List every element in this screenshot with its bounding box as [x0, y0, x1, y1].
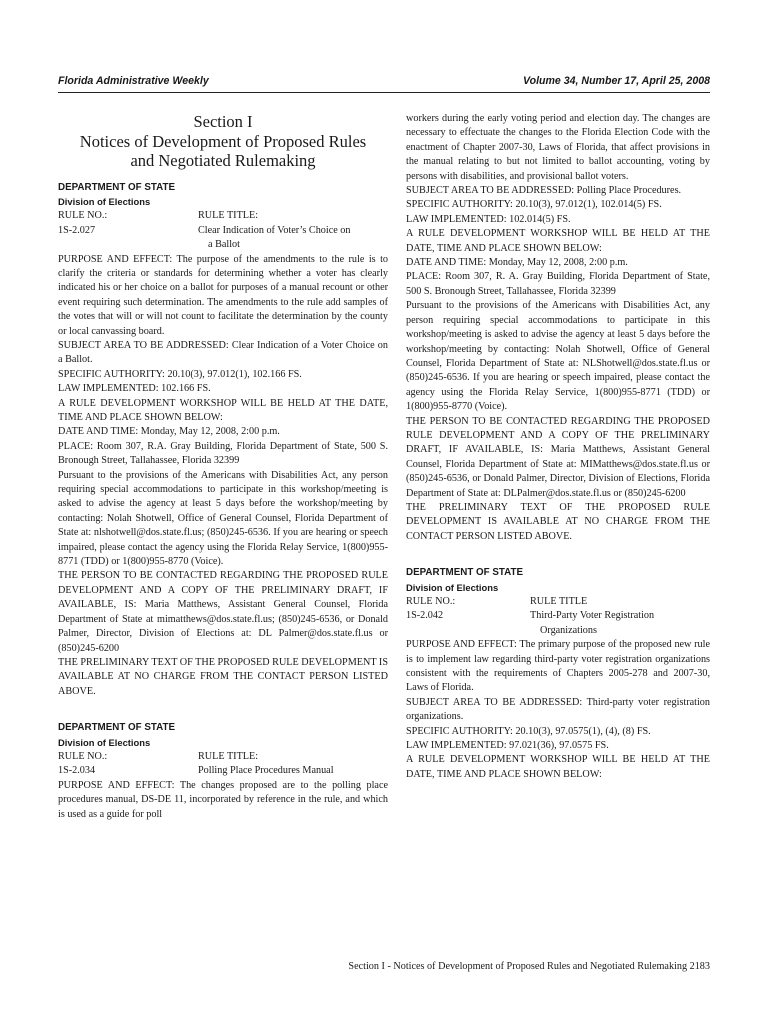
- rule-title-label: RULE TITLE:: [198, 210, 259, 222]
- running-header: [58, 72, 710, 93]
- paragraph: Pursuant to the provisions of the Americans with Disabilities Act, any person requiring special accommodations to participate in this workshop/meeting is asked to advise the agency at least 5 days before the workshop/meeting by contacting: Nolah Shotwell, Office of General Counsel, Florida Department of State at: nlshotwell@dos.state.fl.us; (850)245-6536. If you are hearing or speech impaired, please contact the agency using the Florida Relay Service, 1(800)955-8771 (TDD) or 1(800)955-8770 (Voice).: [58, 469, 388, 568]
- section-heading-line-1: Section I: [193, 112, 253, 131]
- rule-no: 1S-2.042: [406, 610, 444, 622]
- left-column: [58, 112, 388, 822]
- department-heading: DEPARTMENT OF STATE: [406, 567, 524, 579]
- section-heading-line-2: Notices of Development of Proposed Rules: [79, 131, 367, 151]
- paragraph: THE PERSON TO BE CONTACTED REGARDING THE PROPOSED RULE DEVELOPMENT AND A COPY OF THE PRELIMINARY DRAFT, IF AVAILABLE, IS: Maria Matthews, Assistant General Counsel, Florida Department of State at mimatthews@dos.state.fl.us; (850)245-6536, or Donald Palmer, Director, Division of Elections at: DL Palmer@dos.state.fl.us or (850)245-6200: [58, 570, 388, 654]
- paragraph: A RULE DEVELOPMENT WORKSHOP WILL BE HELD AT THE DATE, TIME AND PLACE SHOWN BELOW:: [58, 397, 388, 423]
- rule-title: Clear Indication of Voter’s Choice on: [198, 224, 351, 236]
- rule-title: Polling Place Procedures Manual: [198, 765, 334, 777]
- rule-no: 1S-2.034: [58, 765, 96, 777]
- notice-1S-2-027: [58, 181, 388, 700]
- paragraph: SPECIFIC AUTHORITY: 20.10(3), 97.012(1), 102.166 FS.: [58, 368, 302, 380]
- paragraph: LAW IMPLEMENTED: 102.166 FS.: [58, 383, 211, 395]
- paragraph: SPECIFIC AUTHORITY: 20.10(3), 97.012(1), 102.014(5) FS.: [406, 199, 662, 211]
- paragraph: workers during the early voting period and election day. The changes are necessary to effectuate the changes to the Florida Election Code with the enactment of Chapter 2007-30, Laws of Florida, that affect provisions in the manual relating to but not limited to ballot accounting, voting by persons with disabilities, and provisional ballot voters.: [406, 113, 710, 182]
- paragraph: Pursuant to the provisions of the Americans with Disabilities Act, any person requiring special accommodations to participate in this workshop/meeting is asked to advise the agency at least 5 days before the workshop/meeting by contacting: Nolah Shotwell, Office of General Counsel, Florida Department of State at: NLShotwell@dos.state.fl.us or (850)245-6536. If you are hearing or speech impaired, please contact the agency using the Florida Relay Service, 1(800)955-8771 (TDD) or 1(800)955-8770 (Voice).: [406, 300, 710, 413]
- notice-1S-2-034: [58, 721, 388, 822]
- page-footer: Section I - Notices of Development of Proposed Rules and Negotiated Rulemaking 2183: [348, 961, 710, 972]
- rule-no-label: RULE NO.:: [58, 750, 108, 762]
- rule-title-label: RULE TITLE: [530, 596, 588, 607]
- paragraph: PLACE: Room 307, R.A. Gray Building, Florida Department of State, 500 S. Bronough Street, Tallahassee, Florida 32399: [58, 440, 388, 467]
- paragraph: A RULE DEVELOPMENT WORKSHOP WILL BE HELD AT THE DATE, TIME AND PLACE SHOWN BELOW:: [406, 754, 710, 780]
- paragraph: A RULE DEVELOPMENT WORKSHOP WILL BE HELD AT THE DATE, TIME AND PLACE SHOWN BELOW:: [406, 228, 710, 254]
- division-heading: Division of Elections: [58, 195, 151, 207]
- paragraph: THE PERSON TO BE CONTACTED REGARDING THE PROPOSED RULE DEVELOPMENT AND A COPY OF THE PRELIMINARY DRAFT, IF AVAILABLE, IS: Maria Matthews, Assistant General Counsel, Florida Department of State at: MIMatthews@dos.state.fl.us or (850)245-6536, or Donald Palmer, Director, Division of Elections, Florida Department of State at: DLPalmer@dos.state.fl.us or (850)245-6200: [406, 415, 710, 499]
- right-column: [406, 112, 710, 782]
- paragraph: THE PRELIMINARY TEXT OF THE PROPOSED RULE DEVELOPMENT IS AVAILABLE AT NO CHARGE FROM THE CONTACT PERSON LISTED ABOVE.: [58, 656, 388, 697]
- paragraph: SPECIFIC AUTHORITY: 20.10(3), 97.0575(1), (4), (8) FS.: [406, 725, 651, 737]
- division-heading: Division of Elections: [406, 581, 499, 593]
- rule-no: 1S-2.027: [58, 224, 96, 236]
- division-heading: Division of Elections: [58, 736, 151, 748]
- publication-name: Florida Administrative Weekly: [58, 75, 209, 87]
- department-heading: DEPARTMENT OF STATE: [58, 181, 176, 193]
- notice-1S-2-042: [406, 566, 710, 782]
- paragraph: SUBJECT AREA TO BE ADDRESSED: Polling Place Procedures.: [406, 185, 682, 197]
- document-page: [58, 72, 710, 972]
- paragraph: THE PRELIMINARY TEXT OF THE PROPOSED RULE DEVELOPMENT IS AVAILABLE AT NO CHARGE FROM THE CONTACT PERSON LISTED ABOVE.: [406, 501, 710, 542]
- section-heading: [58, 112, 388, 171]
- rule-title-continued: a Ballot: [208, 239, 240, 251]
- rule-title-continued: Organizations: [540, 624, 597, 636]
- rule-table: [58, 209, 388, 252]
- rule-table: [58, 750, 388, 779]
- paragraph: LAW IMPLEMENTED: 102.014(5) FS.: [406, 213, 571, 225]
- paragraph: LAW IMPLEMENTED: 97.021(36), 97.0575 FS.: [406, 740, 609, 752]
- rule-table: [406, 595, 710, 638]
- department-heading: DEPARTMENT OF STATE: [58, 722, 176, 734]
- rule-no-label: RULE NO.:: [406, 596, 456, 607]
- paragraph: PURPOSE AND EFFECT: The primary purpose of the proposed new rule is to implement law regarding third-party voter registration organizations consistent with the requirements of Chapters 2005-278 and 2007-30, Laws of Florida.: [406, 639, 710, 694]
- paragraph: PLACE: Room 307, R. A. Gray Building, Florida Department of State, 500 S. Bronough Street, Tallahassee, Florida 32399: [406, 271, 710, 297]
- paragraph: SUBJECT AREA TO BE ADDRESSED: Third-party voter registration organizations.: [406, 696, 710, 723]
- notice-1S-2-034-continued: [406, 112, 710, 544]
- paragraph: DATE AND TIME: Monday, May 12, 2008, 2:00 p.m.: [406, 257, 628, 269]
- section-heading-line-3: and Negotiated Rulemaking: [130, 151, 316, 170]
- paragraph: DATE AND TIME: Monday, May 12, 2008, 2:00 p.m.: [58, 426, 280, 438]
- rule-title: Third-Party Voter Registration: [530, 610, 655, 622]
- issue-info: Volume 34, Number 17, April 25, 2008: [522, 75, 710, 87]
- paragraph: PURPOSE AND EFFECT: The purpose of the amendments to the rule is to clarify the criteria or standards for determining whether a voter has clearly indicated his or her choice on a ballot for purposes of a manual recount or other event requiring such determination. The amendments to the rule add samples of the votes that will or will not count to facilitate the determination by the county or local canvassing board.: [58, 253, 388, 337]
- paragraph: PURPOSE AND EFFECT: The changes proposed are to the polling place procedures manual, DS-DE 11, incorporated by reference in the rule, and which is used as a guide for poll: [58, 779, 388, 820]
- rule-title-label: RULE TITLE:: [198, 750, 259, 762]
- paragraph: SUBJECT AREA TO BE ADDRESSED: Clear Indication of a Voter Choice on a Ballot.: [58, 339, 388, 366]
- rule-no-label: RULE NO.:: [58, 210, 108, 222]
